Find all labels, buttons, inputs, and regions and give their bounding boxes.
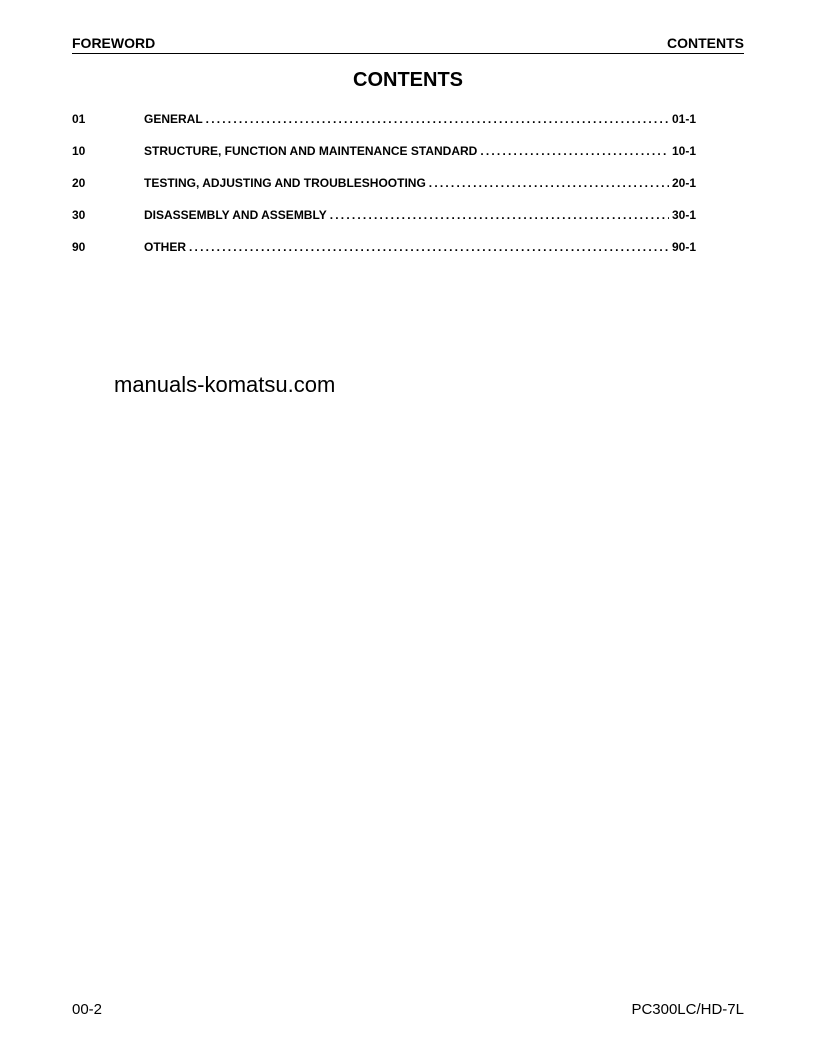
header-chapter-label: CONTENTS bbox=[667, 35, 744, 51]
toc-number: 10 bbox=[72, 144, 86, 158]
toc-leader bbox=[429, 175, 669, 191]
toc-entry bbox=[144, 175, 696, 191]
toc-row[interactable] bbox=[72, 175, 696, 207]
watermark-text: manuals-komatsu.com bbox=[114, 372, 336, 397]
toc-entry bbox=[144, 207, 696, 223]
toc-number: 30 bbox=[72, 208, 86, 222]
toc-entry bbox=[144, 111, 696, 127]
toc-title[interactable]: TESTING, ADJUSTING AND TROUBLESHOOTING bbox=[144, 176, 426, 190]
toc-page[interactable]: 10-1 bbox=[671, 144, 696, 158]
toc-title[interactable]: DISASSEMBLY AND ASSEMBLY bbox=[144, 208, 327, 222]
toc-leader bbox=[480, 143, 669, 159]
toc-title[interactable]: STRUCTURE, FUNCTION AND MAINTENANCE STANDARD bbox=[144, 144, 478, 158]
toc-entry bbox=[144, 239, 696, 255]
table-of-contents bbox=[72, 111, 696, 271]
header-section-label: FOREWORD bbox=[72, 35, 156, 51]
toc-leader bbox=[330, 207, 669, 223]
toc-title[interactable]: OTHER bbox=[144, 240, 186, 254]
toc-page[interactable]: 20-1 bbox=[671, 176, 696, 190]
toc-number: 20 bbox=[72, 176, 86, 190]
toc-leader bbox=[206, 111, 669, 127]
toc-page[interactable]: 30-1 bbox=[671, 208, 696, 222]
page-title: CONTENTS bbox=[353, 69, 463, 91]
toc-title[interactable]: GENERAL bbox=[144, 112, 203, 126]
toc-number: 90 bbox=[72, 240, 86, 254]
toc-entry bbox=[144, 143, 696, 159]
page-header bbox=[72, 35, 744, 54]
toc-row[interactable] bbox=[72, 239, 696, 271]
footer-model-name: PC300LC/HD-7L bbox=[631, 1001, 744, 1018]
toc-row[interactable] bbox=[72, 207, 696, 239]
toc-number: 01 bbox=[72, 112, 86, 126]
toc-page[interactable]: 90-1 bbox=[671, 240, 696, 254]
toc-row[interactable] bbox=[72, 111, 696, 143]
footer-page-number: 00-2 bbox=[72, 1001, 103, 1018]
toc-row[interactable] bbox=[72, 143, 696, 175]
toc-leader bbox=[189, 239, 669, 255]
toc-page[interactable]: 01-1 bbox=[671, 112, 696, 126]
